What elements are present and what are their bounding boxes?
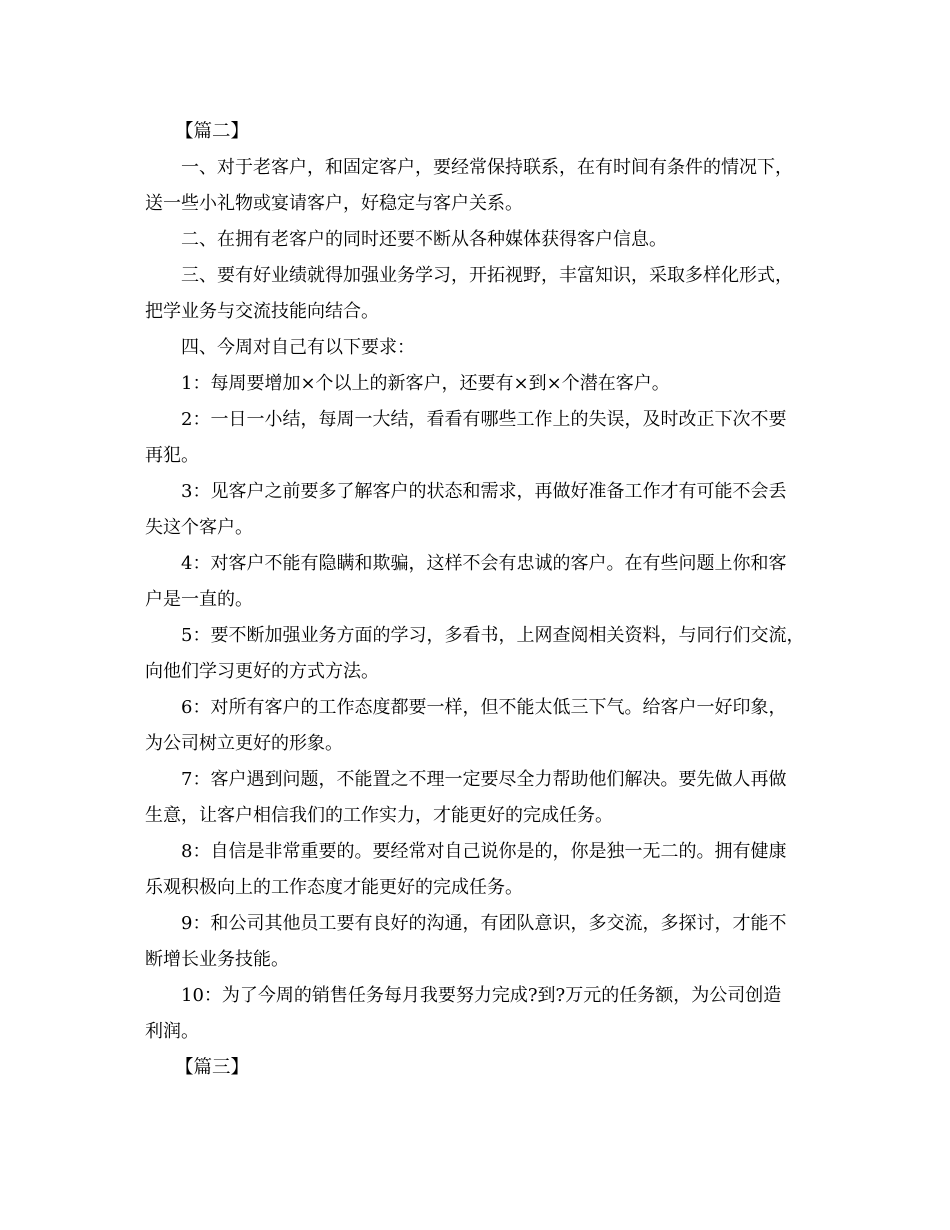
- list-item-8-line-1: 8：自信是非常重要的。要经常对自己说你是的，你是独一无二的。拥有健康: [181, 841, 787, 862]
- list-item-3-line-2: 失这个客户。: [145, 517, 253, 538]
- list-item-1-line-1: 1：每周要增加×个以上的新客户，还要有×到×个潜在客户。: [181, 373, 670, 394]
- paragraph-1-line-2: 送一些小礼物或宴请客户，好稳定与客户关系。: [145, 193, 523, 214]
- list-item-5-line-1: 5：要不断加强业务方面的学习，多看书，上网查阅相关资料，与同行们交流，: [181, 625, 805, 646]
- list-item-4-line-2: 户是一直的。: [145, 589, 253, 610]
- list-item-9-line-2: 断增长业务技能。: [145, 949, 289, 970]
- paragraph-3-line-1: 三、要有好业绩就得加强业务学习，开拓视野，丰富知识，采取多样化形式，: [181, 265, 793, 286]
- list-item-6-line-2: 为公司树立更好的形象。: [145, 733, 343, 754]
- paragraph-3-line-2: 把学业务与交流技能向结合。: [145, 301, 379, 322]
- list-item-2-line-1: 2：一日一小结，每周一大结，看看有哪些工作上的失误，及时改正下次不要: [181, 409, 787, 430]
- list-item-7-line-1: 7：客户遇到问题，不能置之不理一定要尽全力帮助他们解决。要先做人再做: [181, 769, 787, 790]
- paragraph-4-line-1: 四、今周对自己有以下要求：: [181, 337, 415, 358]
- list-item-10-line-1: 10：为了今周的销售任务每月我要努力完成?到?万元的任务额，为公司创造: [181, 985, 782, 1006]
- list-item-9-line-1: 9：和公司其他员工要有良好的沟通，有团队意识，多交流，多探讨，才能不: [181, 913, 787, 934]
- list-item-7-line-2: 生意，让客户相信我们的工作实力，才能更好的完成任务。: [145, 805, 613, 826]
- section-heading-2: 【篇二】: [175, 121, 250, 142]
- paragraph-2-line-1: 二、在拥有老客户的同时还要不断从各种媒体获得客户信息。: [181, 229, 667, 250]
- list-item-3-line-1: 3：见客户之前要多了解客户的状态和需求，再做好准备工作才有可能不会丢: [181, 481, 787, 502]
- list-item-2-line-2: 再犯。: [145, 445, 199, 466]
- list-item-6-line-1: 6：对所有客户的工作态度都要一样，但不能太低三下气。给客户一好印象，: [181, 697, 787, 718]
- list-item-4-line-1: 4：对客户不能有隐瞒和欺骗，这样不会有忠诚的客户。在有些问题上你和客: [181, 553, 787, 574]
- section-heading-3: 【篇三】: [175, 1057, 250, 1078]
- paragraph-1-line-1: 一、对于老客户，和固定客户，要经常保持联系，在有时间有条件的情况下，: [181, 157, 793, 178]
- list-item-8-line-2: 乐观积极向上的工作态度才能更好的完成任务。: [145, 877, 523, 898]
- document-body: [145, 114, 815, 1086]
- list-item-5-line-2: 向他们学习更好的方式方法。: [145, 661, 379, 682]
- list-item-10-line-2: 利润。: [145, 1021, 199, 1042]
